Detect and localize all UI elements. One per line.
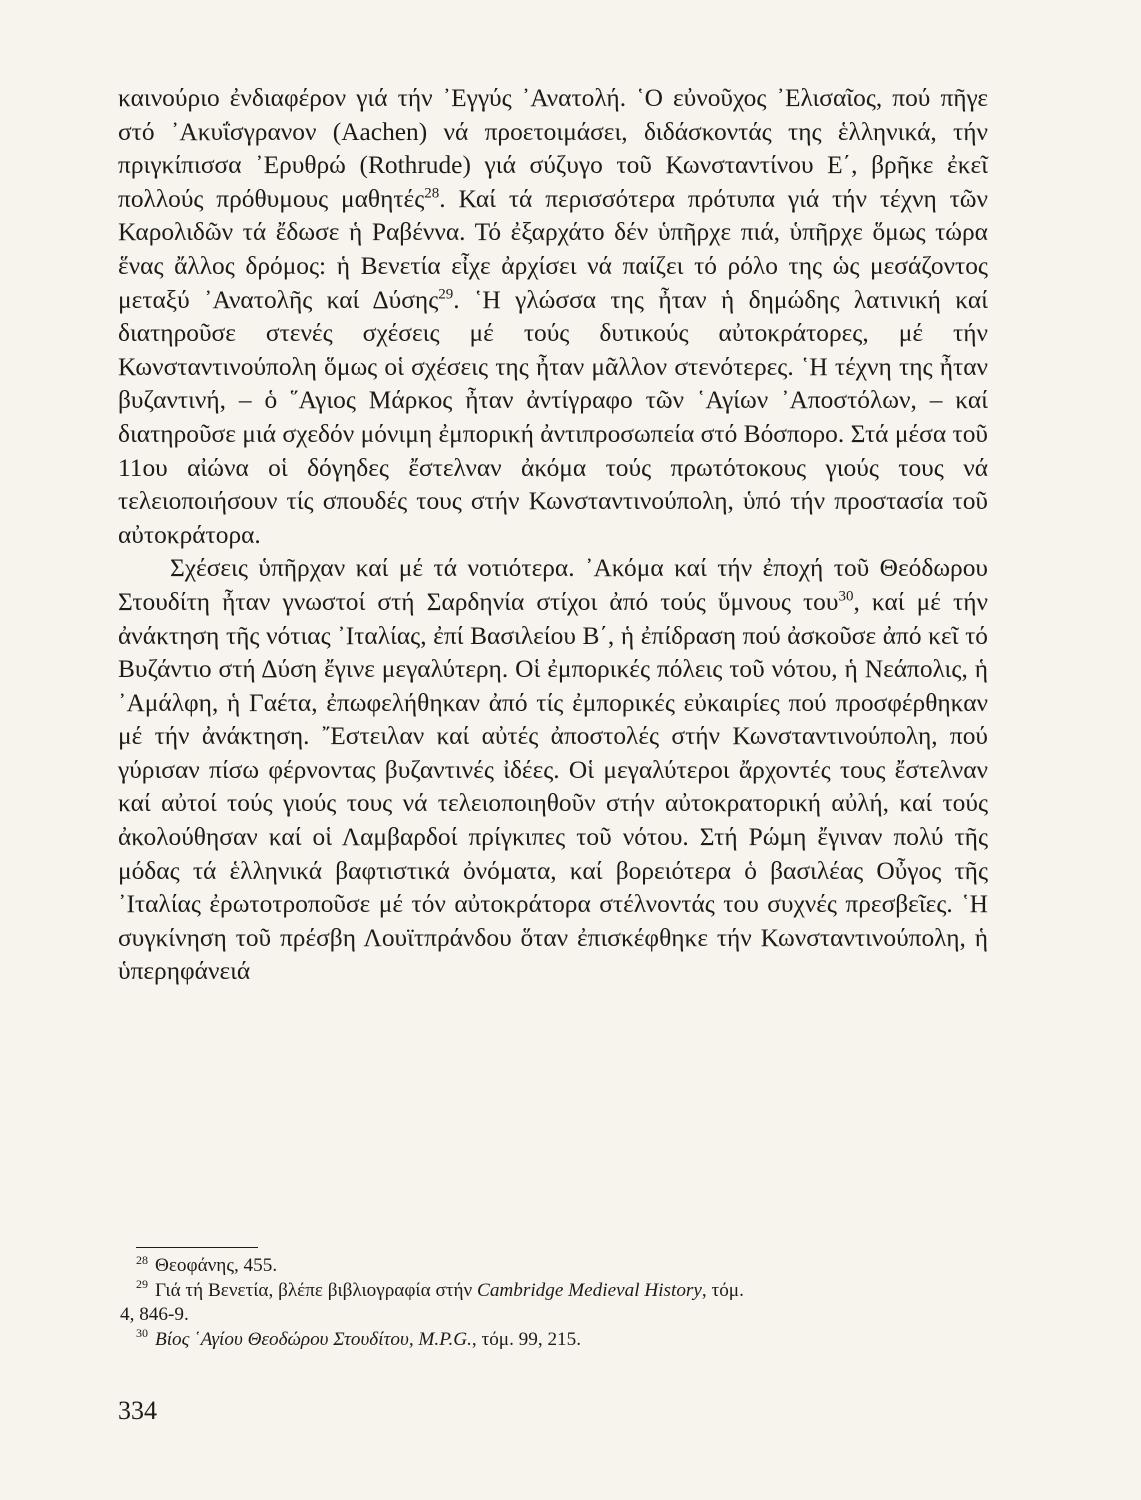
footnote-ref-30: 30 bbox=[838, 588, 854, 605]
paragraph-2-text-b: , καί μέ τήν ἀνάκτηση τῆς νότιας ᾿Ιταλίας, ἐπί Βασιλείου Β΄, ἡ ἐπίδραση πού ἀσκοῦσε ἀπό κεῖ τό Βυζάντιο στή Δύση ἔγινε μεγαλύτερη. Οἱ ἐμπορικές πόλεις τοῦ νότου, ἡ Νεάπολις, ἡ ᾿Αμάλφη, ἡ Γαέτα, ἐπωφελήθηκαν ἀπό τίς ἐμπορικές εὐκαιρίες πού προσφέρθηκαν μέ τήν ἀνάκτηση. ῎Εστειλαν καί αὐτές ἀποστολές στήν Κωνσταντινούπολη, πού γύρισαν πίσω φέρνοντας βυζαντινές ἰδέες. Οἱ μεγαλύτεροι ἄρχοντές τους ἔστελναν καί αὐτοί τούς γιούς τους νά τελειοποιηθοῦν στήν αὐτοκρατορική αὐλή, καί τούς ἀκολούθησαν καί οἱ Λαμβαρδοί πρίγκιπες τοῦ νότου. Στή Ρώμη ἔγιναν πολύ τῆς μόδας τά ἑλληνικά βαφτιστικά ὀνόματα, καί βορειότερα ὁ βασιλέας Οὖγος τῆς ᾿Ιταλίας ἐρωτοτροποῦσε μέ τόν αὐτοκράτορα στέλνοντάς του συχνές πρεσβεῖες. ῾Η συγκίνηση τοῦ πρέσβη Λουϊτπράνδου ὅταν ἐπισκέφθηκε τήν Κωνσταντινούπολη, ἡ ὑπερηφάνειά bbox=[118, 587, 988, 986]
paragraph-2 bbox=[118, 552, 988, 989]
footnote-ref-29: 29 bbox=[438, 286, 454, 303]
footnote-text: , τόμ. 99, 215. bbox=[471, 1328, 582, 1350]
footnote-29 bbox=[120, 1277, 988, 1328]
footnote-text: , τόμ. bbox=[701, 1279, 744, 1301]
footnote-book-title: Cambridge Medieval History bbox=[477, 1279, 702, 1301]
footnote-number: 28 bbox=[136, 1252, 148, 1267]
footnote-text: Θεοφάνης, 455. bbox=[155, 1255, 278, 1276]
paragraph-1-text-c: . ῾Η γλώσσα της ἦταν ἡ δημώδης λατινική καί διατηροῦσε στενές σχέσεις μέ τούς δυτικούς αὐτοκράτορες, μέ τήν Κωνσταντινούπολη ὅμως οἱ σχέσεις της ἦταν μᾶλλον στενότερες. ῾Η τέχνη της ἦταν βυζαντινή, – ὁ ῞Αγιος Μάρκος ἦταν ἀντίγραφο τῶν ῾Αγίων ᾿Αποστόλων, – καί διατηροῦσε μιά σχεδόν μόνιμη ἐμπορική ἀντιπροσωπεία στό Βόσπορο. Στά μέσα τοῦ 11ου αἰώνα οἱ δόγηδες ἔστελναν ἀκόμα τούς πρωτότοκους γιούς τους νά τελειοποιήσουν τίς σπουδές τους στήν Κωνσταντινούπολη, ὑπό τήν προστασία τοῦ αὐτοκράτορα. bbox=[118, 285, 988, 549]
paragraph-1-text-b: . Καί τά περισσότερα πρότυπα γιά τήν τέχνη τῶν Καρολιδῶν τά ἔδωσε ἡ Ραβέννα. Τό ἐξαρχάτο δέν ὑπῆρχε πιά, ὑπῆρχε ὅμως τώρα ἕνας ἄλλος δρόμος: ἡ Βενετία εἶχε ἀρχίσει νά παίζει τό ρόλο της ὡς μεσάζοντος μεταξύ ᾿Ανατολῆς καί Δύσης bbox=[118, 184, 988, 314]
page-number: 334 bbox=[118, 1396, 157, 1425]
footnote-divider bbox=[136, 1247, 258, 1248]
paragraph-1 bbox=[118, 82, 988, 552]
footnotes bbox=[120, 1252, 988, 1352]
paragraph-1-text-a: καινούριο ἐνδιαφέρον γιά τήν ᾿Εγγύς ᾿Ανατολή. ῾Ο εὐνοῦχος ᾿Ελισαῖος, πού πῆγε στό ᾿Ακυΐσγρανον (Aachen) νά προετοιμάσει, διδάσκοντάς της ἑλληνικά, τήν πριγκίπισσα ᾿Ερυθρώ (Rothrude) γιά σύζυγο τοῦ Κωνσταντίνου Ε΄, βρῆκε ἐκεῖ πολλούς πρόθυμους μαθητές bbox=[118, 84, 988, 213]
footnote-continuation: 4, 846-9. bbox=[120, 1304, 189, 1325]
paragraph-2-text-a: Σχέσεις ὑπῆρχαν καί μέ τά νοτιότερα. ᾿Ακόμα καί τήν ἐποχή τοῦ Θεόδωρου Στουδίτη ἦταν γνωστοί στή Σαρδηνία στίχοι ἀπό τούς ὕμνους του bbox=[118, 554, 988, 616]
main-text bbox=[118, 82, 988, 989]
footnote-number: 30 bbox=[136, 1326, 148, 1341]
footnote-text: Γιά τή Βενετία, βλέπε βιβλιογραφία στήν bbox=[155, 1279, 478, 1301]
footnote-number: 29 bbox=[136, 1277, 148, 1292]
footnote-28 bbox=[136, 1254, 988, 1279]
footnote-30 bbox=[136, 1328, 988, 1353]
footnote-ref-28: 28 bbox=[424, 185, 440, 202]
footnote-book-title: Βίος ῾Αγίου Θεοδώρου Στουδίτου, M.P.G. bbox=[155, 1328, 472, 1350]
